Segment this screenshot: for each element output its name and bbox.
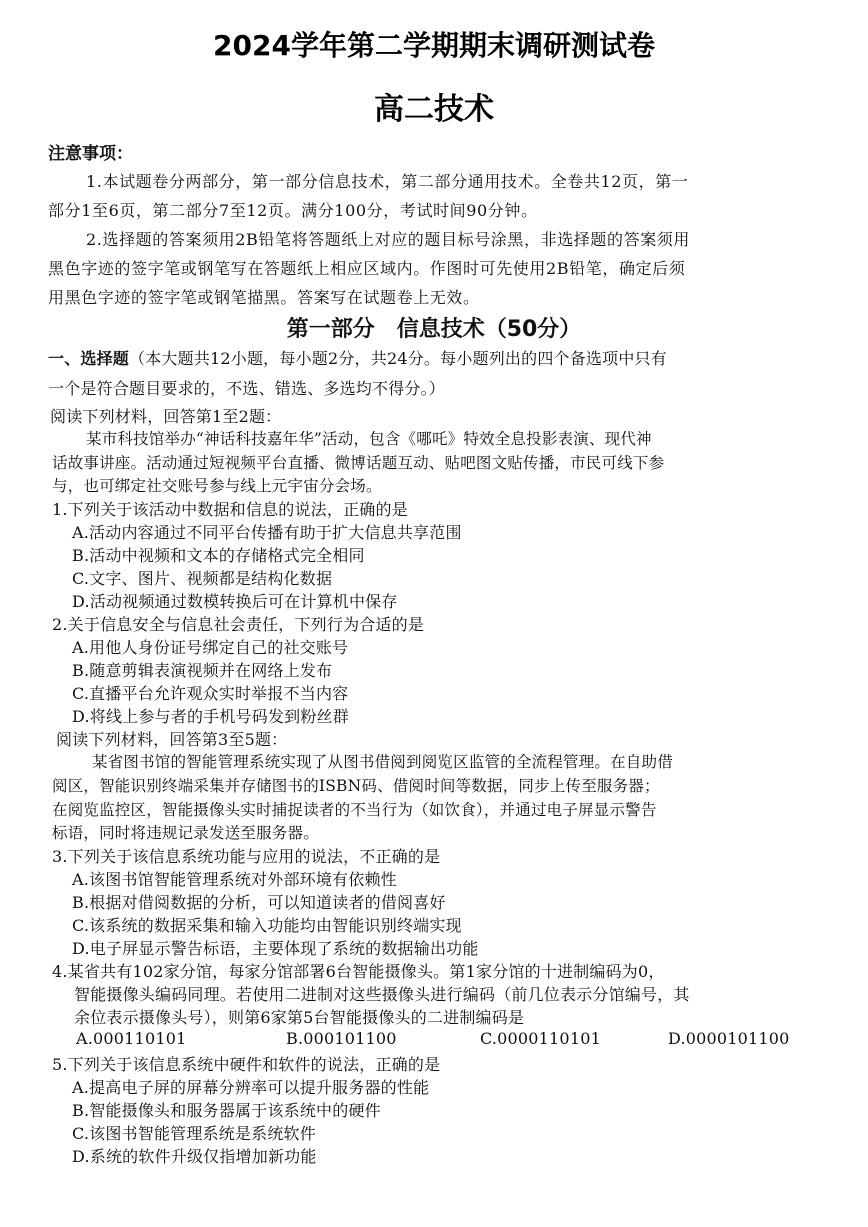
material-line: 与，也可绑定社交账号参与线上元宇宙分会场。: [52, 477, 382, 495]
question-option: D.0000101100: [668, 1029, 790, 1048]
question-option: C.0000110101: [480, 1029, 601, 1048]
question-option: B.000101100: [286, 1029, 397, 1048]
section-header: [48, 346, 667, 369]
question-option: C.文字、图片、视频都是结构化数据: [72, 569, 333, 588]
notice-line: 用黑色字迹的签字笔或钢笔描黑。答案写在试题卷上无效。: [48, 288, 480, 307]
material-line: 某省图书馆的智能管理系统实现了从图书借阅到阅览区监管的全流程管理。在自助借: [92, 753, 673, 771]
material-intro: 阅读下列材料，回答第3至5题：: [56, 730, 288, 749]
question-stem: 2.关于信息安全与信息社会责任，下列行为合适的是: [52, 615, 425, 634]
section-title: 一、选择题: [48, 349, 130, 368]
question-stem: 3.下列关于该信息系统功能与应用的说法，不正确的是: [52, 847, 441, 866]
question-option: D.电子屏显示警告标语，主要体现了系统的数据输出功能: [72, 939, 479, 958]
question-stem: 5.下列关于该信息系统中硬件和软件的说法，正确的是: [52, 1055, 441, 1074]
question-option: B.活动中视频和文本的存储格式完全相同: [72, 546, 365, 565]
material-line: 话故事讲座。活动通过短视频平台直播、微博话题互动、贴吧图文贴传播，市民可线下参: [52, 454, 665, 472]
question-option: D.活动视频通过数模转换后可在计算机中保存: [72, 592, 398, 611]
question-option: D.系统的软件升级仅指增加新功能: [72, 1147, 317, 1166]
notice-line: 1.本试题卷分两部分，第一部分信息技术，第二部分通用技术。全卷共12页，第一: [86, 172, 689, 191]
material-line: 阅区，智能识别终端采集并存储图书的ISBN码、借阅时间等数据，同步上传至服务器；: [52, 777, 660, 795]
question-option: A.该图书馆智能管理系统对外部环境有依赖性: [72, 870, 397, 889]
material-intro: 阅读下列材料，回答第1至2题：: [50, 407, 282, 426]
exam-subtitle: 高二技术: [374, 92, 494, 127]
material-line: 标语，同时将违规记录发送至服务器。: [52, 824, 319, 842]
section-desc-cont: 一个是符合题目要求的，不选、错选、多选均不得分。）: [48, 379, 446, 398]
question-option: A.活动内容通过不同平台传播有助于扩大信息共享范围: [72, 523, 462, 542]
notice-heading: 注意事项：: [48, 144, 133, 164]
question-option: B.智能摄像头和服务器属于该系统中的硬件: [72, 1101, 381, 1120]
question-option: C.该系统的数据采集和输入功能均由智能识别终端实现: [72, 916, 462, 935]
question-stem-cont: 智能摄像头编码同理。若使用二进制对这些摄像头进行编码（前几位表示分馆编号，其: [74, 985, 690, 1004]
exam-title: 2024学年第二学期期末调研测试卷: [213, 29, 655, 62]
material-line: 某市科技馆举办“神话科技嘉年华”活动，包含《哪吒》特效全息投影表演、现代神: [86, 430, 652, 448]
notice-line: 部分1至6页，第二部分7至12页。满分100分，考试时间90分钟。: [48, 201, 538, 220]
question-option: B.根据对借阅数据的分析，可以知道读者的借阅喜好: [72, 893, 446, 912]
question-option: A.提高电子屏的屏幕分辨率可以提升服务器的性能: [72, 1078, 430, 1097]
material-line: 在阅览监控区，智能摄像头实时捕捉读者的不当行为（如饮食），并通过电子屏显示警告: [52, 801, 657, 819]
notice-line: 黑色字迹的签字笔或钢笔写在答题纸上相应区域内。作图时可先使用2B铅笔，确定后须: [48, 259, 686, 278]
question-option: B.随意剪辑表演视频并在网络上发布: [72, 661, 333, 680]
notice-line: 2.选择题的答案须用2B铅笔将答题纸上对应的题目标号涂黑，非选择题的答案须用: [86, 230, 691, 249]
question-stem: 1.下列关于该活动中数据和信息的说法，正确的是: [52, 500, 408, 519]
question-stem: 4.某省共有102家分馆，每家分馆部署6台智能摄像头。第1家分馆的十进制编码为0，: [52, 962, 665, 981]
question-option: A.000110101: [76, 1029, 187, 1048]
part-heading: 第一部分 信息技术（50分）: [286, 317, 582, 342]
question-option: D.将线上参与者的手机号码发到粉丝群: [72, 707, 349, 726]
question-option: A.用他人身份证号绑定自己的社交账号: [72, 638, 349, 657]
question-stem-cont: 余位表示摄像头号），则第6家第5台智能摄像头的二进制编码是: [74, 1008, 525, 1027]
section-desc: （本大题共12小题，每小题2分，共24分。每小题列出的四个备选项中只有: [129, 349, 667, 368]
question-option: C.直播平台允许观众实时举报不当内容: [72, 684, 349, 703]
question-option: C.该图书智能管理系统是系统软件: [72, 1124, 316, 1143]
